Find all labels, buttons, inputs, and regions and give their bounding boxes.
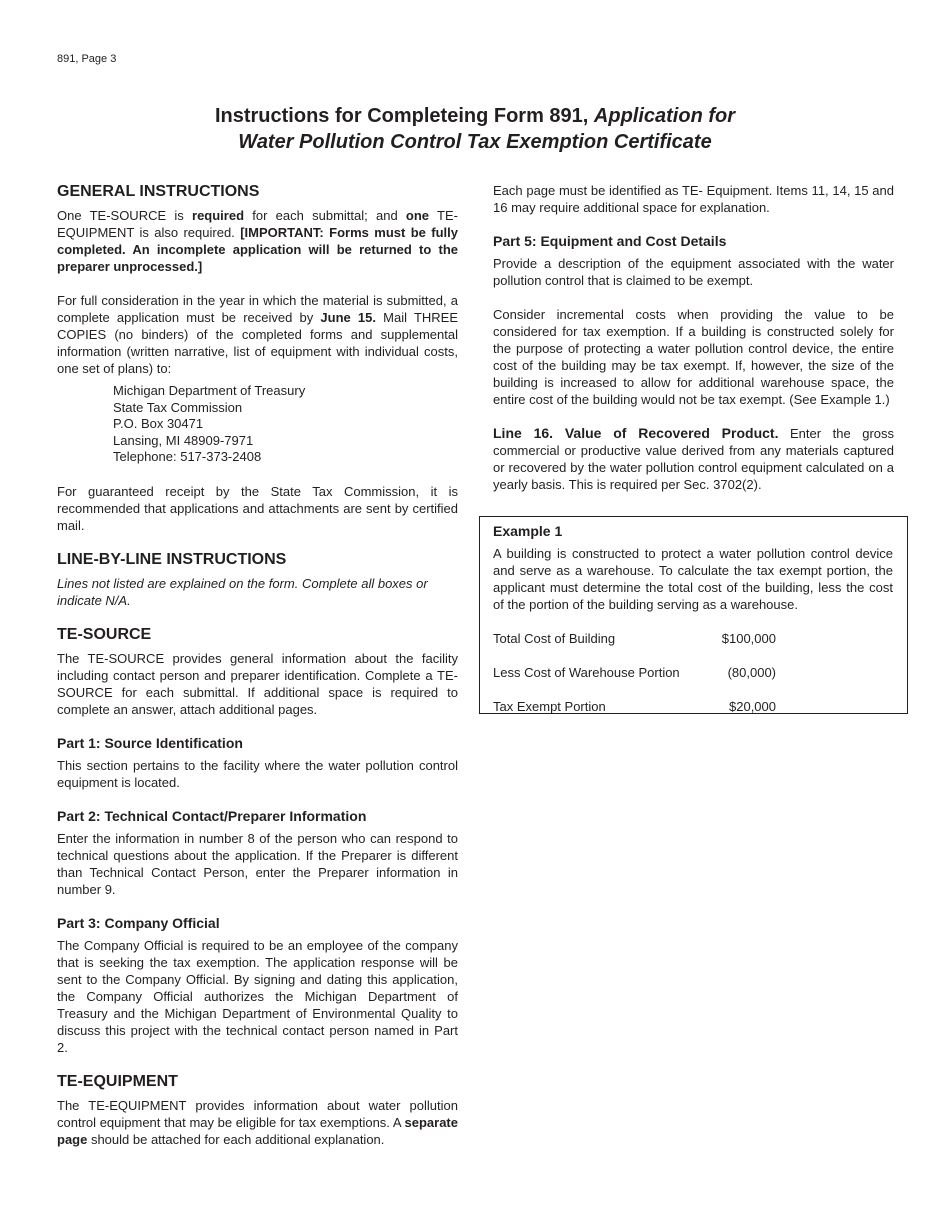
text-run-bold: separate page: [57, 1114, 458, 1147]
page-title: [0, 103, 950, 155]
general-paragraph-1: [57, 207, 458, 275]
left-column: [57, 182, 458, 1148]
general-paragraph-2: [57, 292, 458, 377]
text-run-bold: required: [192, 208, 245, 223]
example-row: [493, 664, 893, 681]
general-instructions-heading: GENERAL INSTRUCTIONS: [57, 183, 260, 200]
address-line: State Tax Commission: [113, 399, 243, 415]
right-column: [493, 182, 894, 493]
example-row-value: $20,000: [729, 699, 776, 714]
line16-paragraph: [493, 425, 894, 493]
title-plain: Instructions for Completeing Form 891,: [214, 105, 594, 127]
text-run: TE-EQUIPMENT is also required.: [57, 208, 458, 240]
example-row: [493, 630, 893, 647]
example-row: [493, 698, 893, 715]
part5-paragraph-1: Provide a description of the equipment associated with the water pollution control that is claimed to be exempt.: [493, 256, 894, 288]
example-row-label: Tax Exempt Portion: [493, 699, 606, 714]
line16-body: Enter the gross commercial or productive value derived from any materials captured or recovered by the water pollution control equipment calculated on a yearly basis. This is required per Sec. 3702(2).: [493, 426, 894, 492]
part5-paragraph-2: Consider incremental costs when providing the value to be considered for tax exemption. If a building is constructed solely for the purpose of protecting a water pollution control device, the entire cost of the building may be tax exempt. If, however, the size of the building is increased to allow for additional warehouse space, the entire cost of the building would not be tax exempt. (See Example 1.): [493, 307, 894, 407]
general-paragraph-3: For guaranteed receipt by the State Tax Commission, it is recommended that applications and attachments are sent by certified mail.: [57, 483, 458, 533]
mailing-address: [113, 383, 458, 466]
address-line: Lansing, MI 48909-7971: [113, 432, 254, 448]
text-run: One TE-SOURCE is: [57, 208, 193, 223]
part5-heading: Part 5: Equipment and Cost Details: [493, 233, 727, 249]
address-line: P.O. Box 30471: [113, 416, 204, 432]
line-by-line-note: Lines not listed are explained on the form. Complete all boxes or indicate N/A.: [57, 575, 428, 608]
text-run: The TE-EQUIPMENT provides information about water pollution control equipment that may be eligible for tax exemptions. A: [57, 1097, 458, 1130]
example-row-label: Less Cost of Warehouse Portion: [493, 665, 680, 680]
title-line-1: [0, 103, 950, 129]
example-row-label: Total Cost of Building: [493, 631, 616, 646]
text-run: for each submittal; and: [244, 208, 406, 223]
line16-heading: Line 16. Value of Recovered Product.: [493, 425, 779, 441]
te-equipment-continued: Each page must be identified as TE- Equipment. Items 11, 14, 15 and 16 may require additional space for explanation.: [493, 183, 894, 215]
title-italic-1: Application for: [593, 105, 736, 127]
text-run-bold: one: [405, 208, 430, 223]
part2-heading: Part 2: Technical Contact/Preparer Information: [57, 807, 367, 824]
title-line-2: Water Pollution Control Tax Exemption Certificate: [238, 131, 712, 153]
example-body: A building is constructed to protect a water pollution control device and serve as a warehouse. To calculate the tax exempt portion, the applicant must determine the total cost of the building, less the cost of the portion of the building serving as a warehouse.: [493, 546, 893, 612]
text-run: Mail THREE COPIES (no binders) of the completed forms and supplemental information (written narrative, list of equipment with individual costs, one set of plans) to:: [57, 310, 459, 376]
example-box: [479, 516, 908, 714]
te-source-body: The TE-SOURCE provides general information about the facility including contact person and preparer identification. Complete a TE-SOURCE for each submittal. If additional space is required to complete an answer, attach additional pages.: [57, 650, 458, 717]
part1-body: This section pertains to the facility where the water pollution control equipment is located.: [57, 757, 458, 790]
text-run: should be attached for each additional explanation.: [87, 1131, 385, 1147]
te-equipment-heading: TE-EQUIPMENT: [57, 1072, 178, 1090]
part3-body: The Company Official is required to be an employee of the company that is seeking the tax exemption. The application response will be sent to the Company Official. By signing and dating this application, the Company Official authorizes the Michigan Department of Treasury and the Michigan Department of Environmental Quality to discuss this project with the technical contact person named in Part 2.: [57, 937, 458, 1055]
example-row-value: $100,000: [721, 631, 776, 646]
page-label: 891, Page 3: [57, 53, 117, 65]
important-notice: [IMPORTANT: Forms must be fully completed. An incomplete application will be returned to the preparer unprocessed.]: [57, 225, 459, 274]
address-line: Michigan Department of Treasury: [113, 383, 306, 398]
example-row-value: (80,000): [727, 665, 776, 680]
part2-body: Enter the information in number 8 of the person who can respond to technical questions about the application. If the Preparer is different than Technical Contact Person, enter the Preparer information in number 9.: [57, 830, 458, 897]
te-equipment-body: [57, 1097, 458, 1148]
text-run: For full consideration in the year in which the material is submitted, a complete application must be received by: [57, 293, 458, 325]
line-by-line-heading: LINE-BY-LINE INSTRUCTIONS: [57, 550, 287, 568]
deadline-date: June 15.: [320, 310, 377, 325]
te-source-heading: TE-SOURCE: [57, 625, 152, 643]
part3-heading: Part 3: Company Official: [57, 914, 220, 931]
example-title: Example 1: [493, 523, 563, 539]
part1-heading: Part 1: Source Identification: [57, 734, 243, 751]
address-telephone: Telephone: 517-373-2408: [113, 449, 262, 465]
